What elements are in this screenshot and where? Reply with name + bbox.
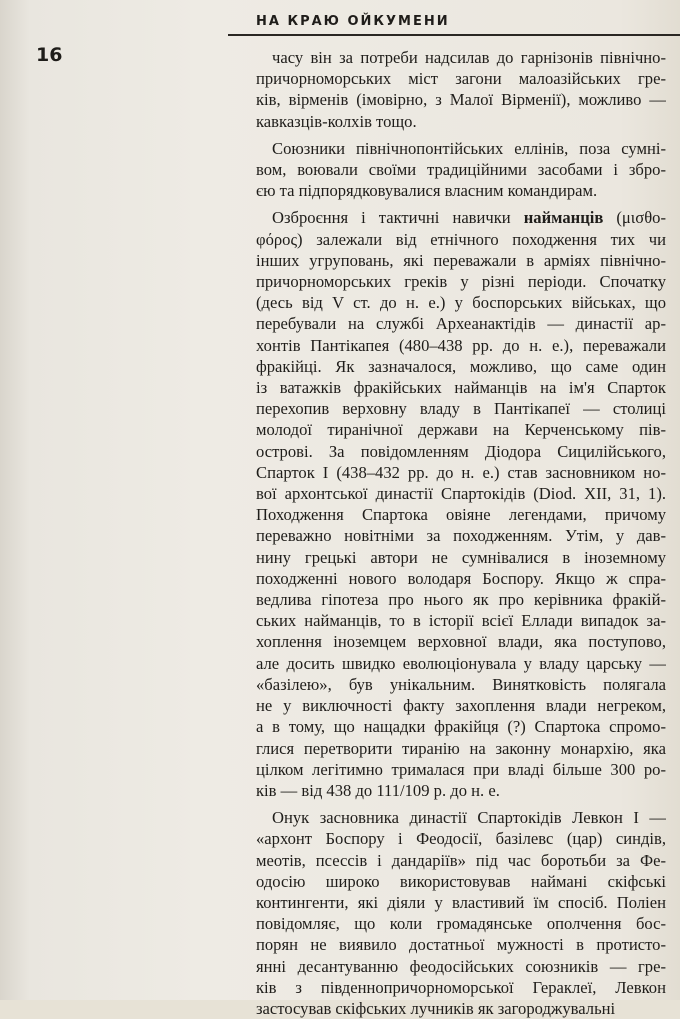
text-line: походженні нового володаря Боспору. Якщо ж спра- [256,568,666,588]
text-line: ведлива гіпотеза про нього як про керівника фракій- [256,590,666,610]
text-line: причорноморських греків у різні періоди. Спочатку [256,272,666,292]
paragraph [256,207,666,801]
text-line: острові. За повідомленням Діодора Сицилійського, [256,441,666,461]
text-line: Спарток І (438–432 рр. до н. е.) став засновником но- [256,462,666,482]
text-line: часу він за потреби надсилав до гарнізонів північно- [272,48,666,67]
text-line: цілком легітимно трималася при владі більше 300 ро- [256,759,666,779]
text-line: молодої тиранічної держави на Керченському пів- [256,420,666,440]
text-line: глися перетворити тиранію на законну монархію, яка [256,738,666,758]
running-header [228,14,680,36]
text-line: хонтів Пантікапея (480–438 рр. до н. е.), переважали [256,335,666,355]
paragraph [256,807,666,1019]
text-line: причорноморських міст загони малоазійських гре- [256,69,666,89]
page-number: 16 [36,44,63,66]
text-line: вом, воювали своїми традиційними засобами і збро- [256,160,666,180]
text-line: фракійці. Як зазначалося, можливо, що саме один [256,356,666,376]
text-line: інших угруповань, які переважали в арміях північно- [256,250,666,270]
text-line: але досить швидко еволюціонувала у владу царську — [256,653,666,673]
text-line: ків з південнопричорноморської Гераклеї, Левкон [256,977,666,997]
text-line [256,207,666,228]
text-line: φόρος) залежали від етнічного походження тих чи [256,229,666,249]
text-line: ків — від 438 до 111/109 р. до н. е. [256,780,500,800]
running-header-title: НА КРАЮ ОЙКУМЕНИ [256,14,450,29]
text-line: порян не виявило достатньої мужності в протисто- [256,935,666,955]
text-line: Союзники північнопонтійських еллінів, поза сумні- [272,138,666,158]
text-line: «архонт Боспору і Феодосії, базілевс (цар) синдів, [256,829,666,849]
paragraph [256,138,666,202]
text-line: вої архонтської династії Спартокідів (Diod. XII, 31, 1). [256,484,666,504]
text-line: Онук засновника династії Спартокідів Левкон І — [272,808,666,828]
text-line: не у виключності факту захоплення влади негреком, [256,696,666,716]
text-line: кавказців-колхів тощо. [256,111,417,131]
text-line: хоплення іноземцем верховної влади, яка поступово, [256,632,666,652]
text-run: (μισθο- [603,208,666,228]
text-line: Походження Спартока овіяне легендами, причому [256,505,666,525]
text-line: а в тому, що нащадки фракійця (?) Спартока спромо- [256,717,666,737]
header-rule [228,34,680,36]
text-line: перехопив верховну владу в Пантікапеї — столиці [256,399,666,419]
text-line: контингенти, які діяли у властивий їм спосіб. Поліен [256,892,666,912]
text-run: Озброєння і тактичні навички [272,208,524,228]
text-line: (десь від V ст. до н. е.) у боспорських військах, що [256,293,666,313]
text-line: повідомляє, що коли громадянське ополчення бос- [256,914,666,934]
text-line: одосію широко використовував наймані скіфські [256,871,666,891]
body-text [256,47,666,1019]
text-line: меотів, псессів і дандаріїв» під час боротьби за Фе- [256,850,666,870]
text-line: «базілею», був унікальним. Винятковість полягала [256,674,666,694]
text-line: перебували на службі Археанактідів — династії ар- [256,314,666,334]
bold-term: найманців [523,208,604,228]
paragraph [256,47,666,132]
text-line: нину грецькі автори не сумнівалися в іноземному [256,547,666,567]
text-line: янні десантуванню феодосійських союзників — гре- [256,956,666,976]
text-line: переважно новітніми за походженням. Утім, у дав- [256,526,666,546]
text-line: ків, вірменів (імовірно, з Малої Вірменії), можливо — [256,90,666,110]
text-line: із ватажків фракійських найманців на ім'я Спарток [256,378,666,398]
text-line: застосував скіфських лучників як загороджувальні [256,998,616,1018]
text-line: ських найманців, то в історії всієї Еллади випадок за- [256,611,666,631]
text-line: єю та підпорядковувалися власним командирам. [256,181,598,201]
